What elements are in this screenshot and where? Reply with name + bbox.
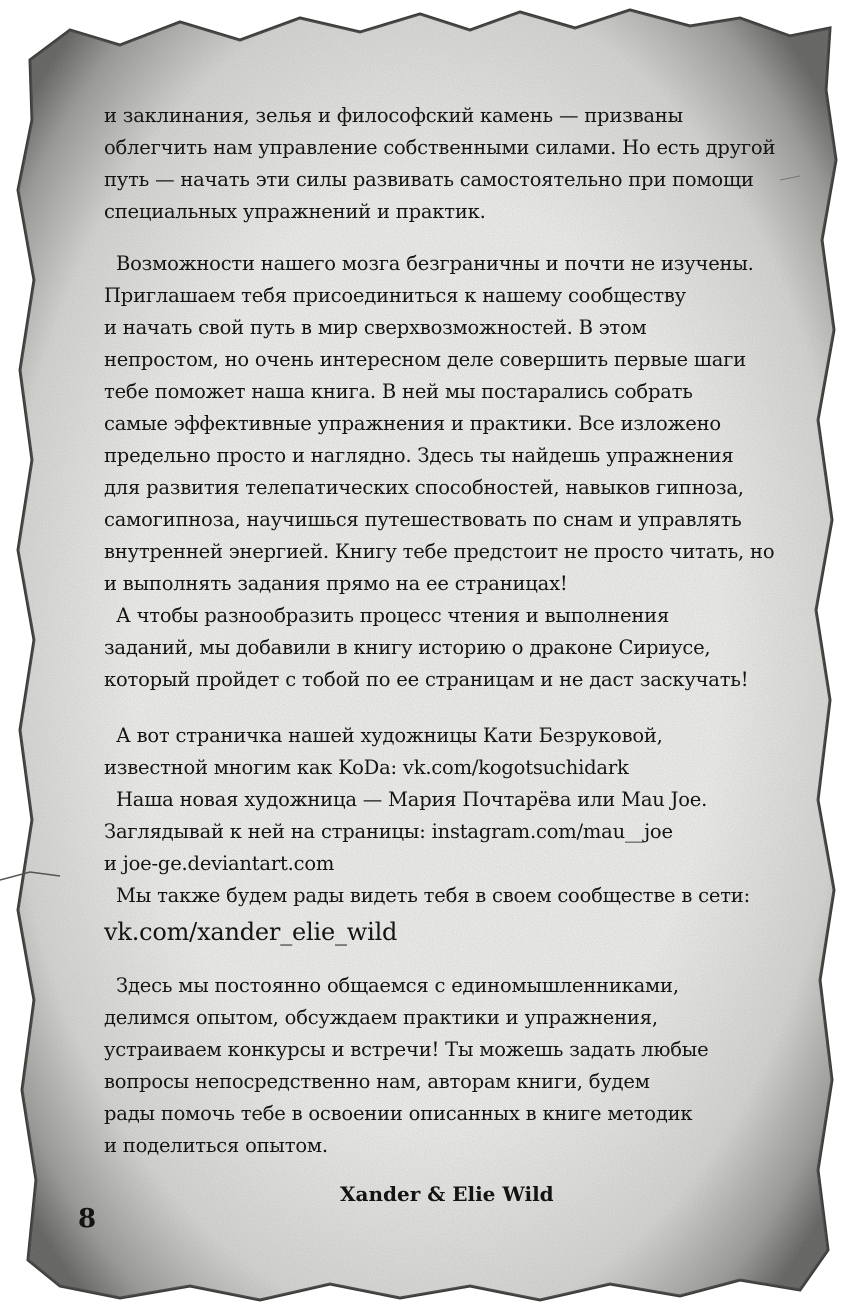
text-line: путь — начать эти силы развивать самостоятельно при помощи	[104, 168, 754, 191]
text-line: и заклинания, зелья и философский камень — призваны	[104, 104, 683, 127]
text-line: облегчить нам управление собственными силами. Но есть другой	[104, 136, 776, 159]
paragraph-possibilities	[104, 248, 784, 696]
text-line: и начать свой путь в мир сверхвозможностей. В этом	[104, 316, 647, 339]
page-number: 8	[78, 1204, 97, 1234]
paragraph-artists	[104, 720, 784, 952]
text-line: Возможности нашего мозга безграничны и почти не изучены.	[116, 252, 754, 275]
text-line: рады помочь тебе в освоении описанных в книге методик	[104, 1102, 693, 1125]
text-line: Наша новая художница — Мария Почтарёва или Mau Joe.	[116, 788, 708, 811]
text-line: устраиваем конкурсы и встречи! Ты можешь задать любые	[104, 1038, 709, 1061]
text-line: самые эффективные упражнения и практики. Все изложено	[104, 412, 721, 435]
text-line: делимся опытом, обсуждаем практики и упражнения,	[104, 1006, 658, 1029]
paragraph-intro	[104, 100, 784, 228]
text-line: предельно просто и наглядно. Здесь ты найдешь упражнения	[104, 444, 734, 467]
author-signature: Xander & Elie Wild	[340, 1182, 554, 1206]
paragraph-community	[104, 970, 784, 1162]
text-line: и выполнять задания прямо на ее страницах!	[104, 572, 568, 595]
text-line: А чтобы разнообразить процесс чтения и выполнения	[116, 604, 670, 627]
text-line: Заглядывай к ней на страницы: instagram.com/mau__joe	[104, 820, 673, 843]
text-line: который пройдет с тобой по ее страницам и не даст заскучать!	[104, 668, 749, 691]
text-line: внутренней энергией. Книгу тебе предстоит не просто читать, но	[104, 540, 775, 563]
text-line: тебе поможет наша книга. В ней мы постарались собрать	[104, 380, 693, 403]
text-line: Здесь мы постоянно общаемся с единомышленниками,	[116, 974, 679, 997]
text-line: непростом, но очень интересном деле совершить первые шаги	[104, 348, 746, 371]
community-link[interactable]: vk.com/xander_elie_wild	[104, 918, 398, 946]
text-line: Приглашаем тебя присоединиться к нашему сообществу	[104, 284, 686, 307]
text-line: самогипноза, научишься путешествовать по снам и управлять	[104, 508, 742, 531]
text-line: известной многим как KoDa: vk.com/kogotsuchidark	[104, 756, 629, 779]
text-line: заданий, мы добавили в книгу историю о драконе Сириусе,	[104, 636, 711, 659]
text-line: и поделиться опытом.	[104, 1134, 328, 1157]
text-line: Мы также будем рады видеть тебя в своем сообществе в сети:	[116, 884, 750, 907]
text-line: и joe-ge.deviantart.com	[104, 852, 335, 875]
text-line: специальных упражнений и практик.	[104, 200, 486, 223]
text-line: вопросы непосредственно нам, авторам книги, будем	[104, 1070, 650, 1093]
text-line: для развития телепатических способностей, навыков гипноза,	[104, 476, 744, 499]
text-line: А вот страничка нашей художницы Кати Безруковой,	[116, 724, 663, 747]
